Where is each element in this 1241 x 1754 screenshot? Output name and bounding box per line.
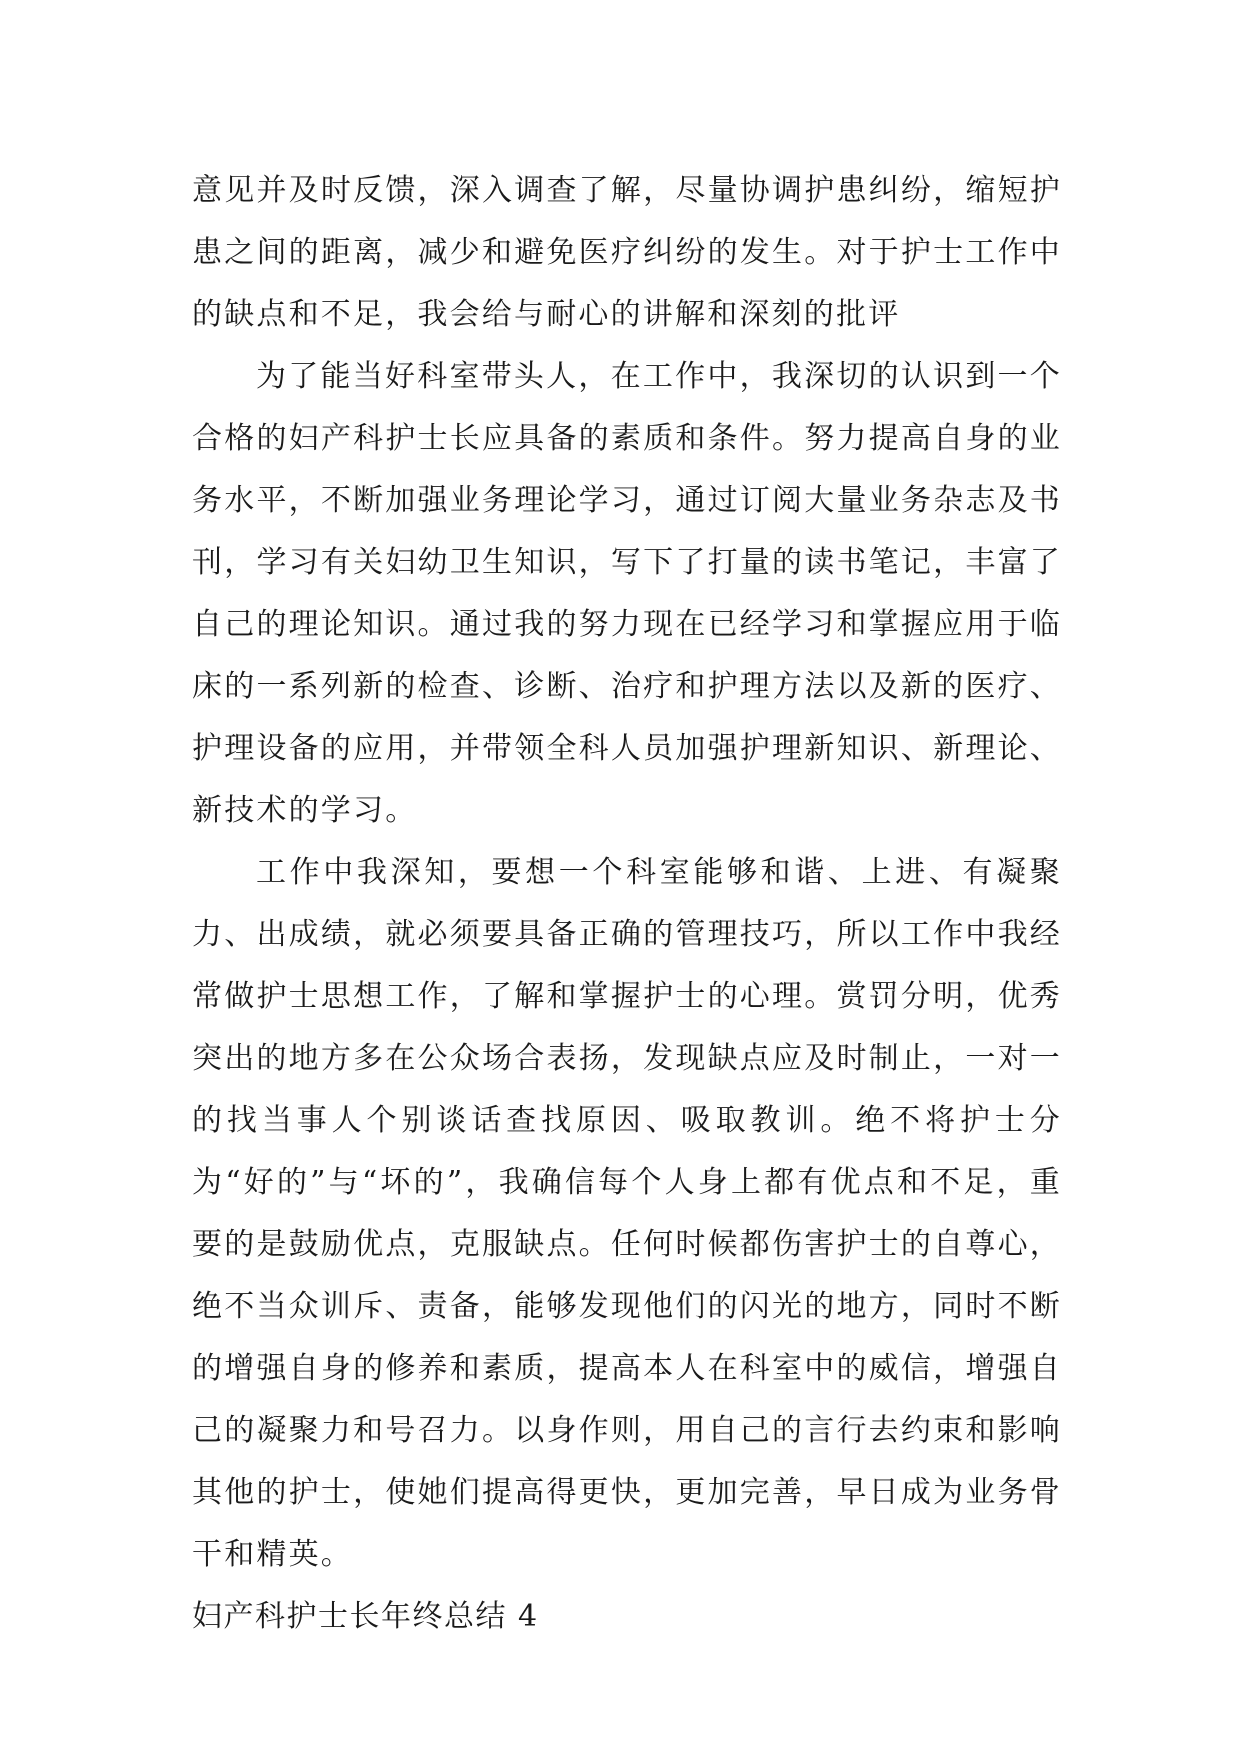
- section-heading: 妇产科护士长年终总结 4: [192, 1599, 539, 1634]
- paragraph-continuation: 意见并及时反馈，深入调查了解，尽量协调护患纠纷，缩短护患之间的距离，减少和避免医疗纠纷的发生。对于护士工作中的缺点和不足，我会给与耐心的讲解和深刻的批评: [192, 173, 1062, 332]
- document-body: [192, 160, 1062, 1648]
- paragraph-professional-study: 为了能当好科室带头人，在工作中，我深切的认识到一个合格的妇产科护士长应具备的素质和条件。努力提高自身的业务水平，不断加强业务理论学习，通过订阅大量业务杂志及书刊，学习有关妇幼卫生知识，写下了打量的读书笔记，丰富了自己的理论知识。通过我的努力现在已经学习和掌握应用于临床的一系列新的检查、诊断、治疗和护理方法以及新的医疗、护理设备的应用，并带领全科人员加强护理新知识、新理论、新技术的学习。: [192, 359, 1062, 828]
- paragraph-management-skills: 工作中我深知，要想一个科室能够和谐、上进、有凝聚力、出成绩，就必须要具备正确的管理技巧，所以工作中我经常做护士思想工作，了解和掌握护士的心理。赏罚分明，优秀突出的地方多在公众场合表扬，发现缺点应及时制止，一对一的找当事人个别谈话查找原因、吸取教训。绝不将护士分为“好的”与“坏的”，我确信每个人身上都有优点和不足，重要的是鼓励优点，克服缺点。任何时候都伤害护士的自尊心，绝不当众训斥、责备，能够发现他们的闪光的地方，同时不断的增强自身的修养和素质，提高本人在科室中的威信，增强自己的凝聚力和号召力。以身作则，用自己的言行去约束和影响其他的护士，使她们提高得更快，更加完善，早日成为业务骨干和精英。: [192, 855, 1062, 1572]
